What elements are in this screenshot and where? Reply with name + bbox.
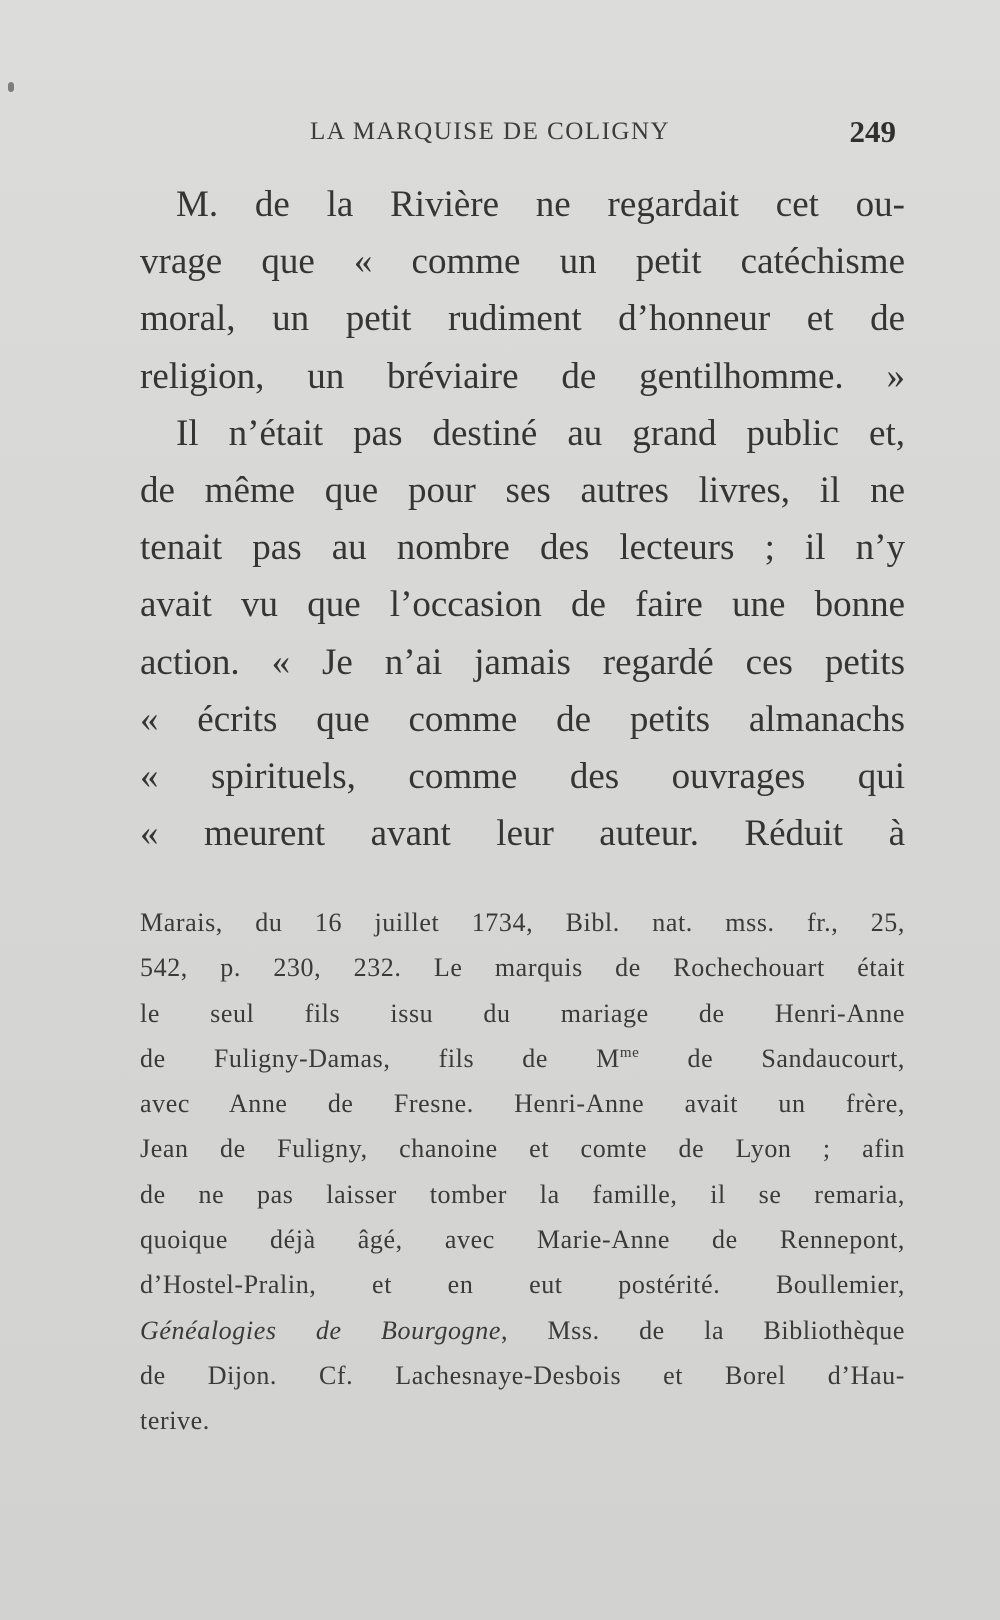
body-line: action. « Je n’ai jamais regardé ces petits [140,641,905,683]
page-number: 249 [849,114,896,149]
body-line: « meurent avant leur auteur. Réduit à [140,813,905,855]
footnote-line: avec Anne de Fresne. Henri-Anne avait un frère, [140,1089,905,1119]
footnote-line: d’Hostel-Pralin, et en eut postérité. Boullemier, [140,1270,905,1300]
footnote-line: de ne pas laisser tomber la famille, il se remaria, [140,1179,905,1209]
body-text [140,176,905,862]
body-line: religion, un bréviaire de gentilhomme. » [140,355,905,397]
body-line: « écrits que comme de petits almanachs [140,698,905,740]
footnote-line: terive. [140,1406,210,1436]
running-title: LA MARQUISE DE COLIGNY [310,118,671,145]
footnote-line: quoique déjà âgé, avec Marie-Anne de Rennepont, [140,1225,905,1255]
body-line: avait vu que l’occasion de faire une bonne [140,584,905,626]
body-line: de même que pour ses autres livres, il ne [140,469,905,511]
book-title-italic: Généalogies de Bourgogne [140,1315,501,1345]
body-line: « spirituels, comme des ouvrages qui [140,755,905,797]
page-header [140,114,900,158]
footnote-line: le seul fils issu du mariage de Henri-Anne [140,998,905,1028]
body-line: M. de la Rivière ne regardait cet ou- [176,184,905,225]
footnote-line [140,1036,905,1081]
footnote-line-head: de Fuligny-Damas, fils de M [140,1043,620,1073]
footnote-line: Marais, du 16 juillet 1734, Bibl. nat. mss. fr., 25, [140,908,905,937]
body-line: vrage que « comme un petit catéchisme [140,241,905,283]
paper-speck [8,82,14,92]
body-line: moral, un petit rudiment d’honneur et de [140,298,905,340]
footnote-line-tail: , Mss. de la Bibliothèque [501,1315,905,1345]
body-line: Il n’était pas destiné au grand public et, [176,412,905,454]
body-line: tenait pas au nombre des lecteurs ; il n’y [140,527,905,569]
footnote [140,900,905,1444]
superscript-me: me [619,1044,640,1061]
footnote-line [140,1308,905,1353]
footnote-line: 542, p. 230, 232. Le marquis de Rochechouart était [140,953,905,983]
footnote-line: Jean de Fuligny, chanoine et comte de Lyon ; afin [140,1134,905,1164]
footnote-line: de Dijon. Cf. Lachesnaye-Desbois et Borel d’Hau- [140,1360,905,1390]
footnote-line-tail: de Sandaucourt, [639,1043,905,1073]
